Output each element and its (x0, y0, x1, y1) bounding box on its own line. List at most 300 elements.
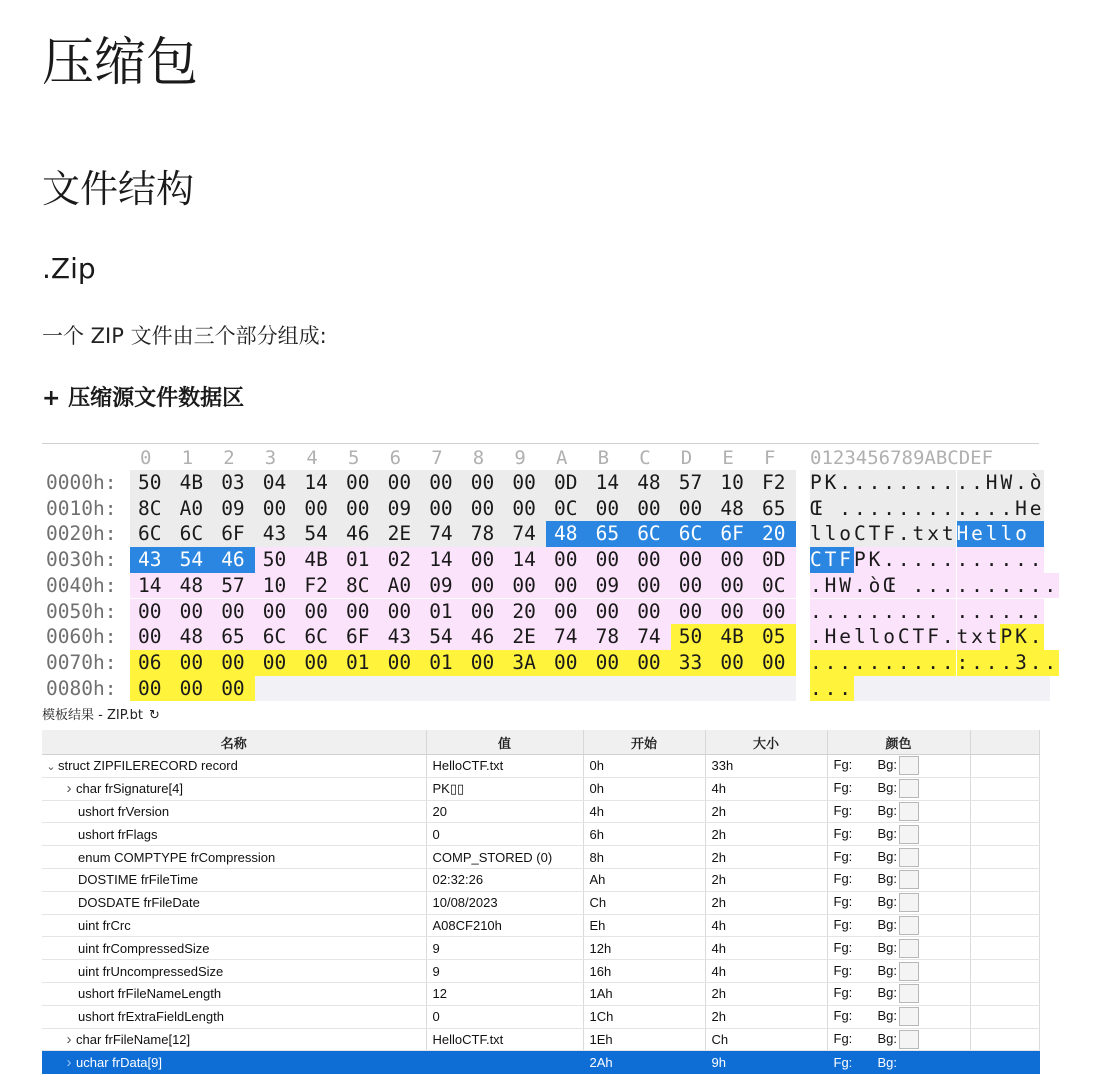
hex-ascii-char[interactable]: . (971, 573, 986, 599)
hex-byte[interactable]: 48 (712, 496, 754, 522)
hex-ascii-char[interactable]: Œ (810, 496, 825, 522)
hex-byte[interactable]: 00 (712, 650, 754, 676)
hex-ascii-char[interactable]: . (1000, 650, 1015, 676)
hex-ascii-char[interactable]: . (898, 599, 913, 625)
table-row[interactable] (42, 937, 1039, 960)
hex-byte[interactable]: 4B (172, 470, 214, 496)
hex-ascii-char[interactable]: . (883, 547, 898, 573)
table-row[interactable] (42, 800, 1039, 823)
hex-ascii-char[interactable]: . (913, 650, 928, 676)
hex-ascii-char[interactable]: . (898, 470, 913, 496)
hex-ascii-char[interactable]: H (1015, 496, 1030, 522)
hex-ascii-char[interactable]: . (927, 650, 942, 676)
hex-ascii-char[interactable] (898, 573, 913, 599)
hex-byte[interactable]: 00 (296, 599, 338, 625)
hex-ascii-char[interactable]: . (1015, 470, 1030, 496)
hex-byte[interactable]: 6F (213, 521, 255, 547)
hex-ascii-char[interactable]: x (971, 624, 986, 650)
row-color[interactable] (827, 960, 970, 983)
hex-ascii-char[interactable]: . (854, 599, 869, 625)
hex-ascii-char[interactable]: . (883, 650, 898, 676)
hex-ascii-char[interactable]: . (942, 496, 957, 522)
hex-byte[interactable]: 33 (671, 650, 713, 676)
hex-byte[interactable]: 00 (463, 470, 505, 496)
hex-ascii-char[interactable]: . (810, 573, 825, 599)
hex-ascii-char[interactable]: . (942, 624, 957, 650)
hex-byte[interactable]: 43 (255, 521, 297, 547)
hex-ascii-char[interactable]: ò (1030, 470, 1045, 496)
hex-ascii-char[interactable]: . (1030, 624, 1045, 650)
column-header-size[interactable]: 大小 (705, 730, 827, 755)
hex-byte[interactable]: 00 (172, 650, 214, 676)
template-results-table[interactable] (42, 730, 1040, 1074)
hex-byte[interactable]: 02 (380, 547, 422, 573)
hex-byte[interactable]: 10 (255, 573, 297, 599)
row-color[interactable] (827, 777, 970, 800)
hex-ascii-char[interactable]: . (971, 470, 986, 496)
hex-ascii-char[interactable]: . (971, 496, 986, 522)
hex-byte[interactable]: 00 (546, 599, 588, 625)
hex-byte[interactable]: 01 (338, 547, 380, 573)
hex-byte[interactable]: 2E (380, 521, 422, 547)
hex-ascii-char[interactable]: F (839, 547, 854, 573)
hex-ascii-char[interactable]: F (927, 624, 942, 650)
bg-color-swatch[interactable] (899, 779, 919, 798)
hex-byte[interactable]: 00 (172, 676, 214, 702)
hex-byte[interactable]: 00 (588, 599, 630, 625)
hex-byte[interactable]: 00 (671, 496, 713, 522)
hex-ascii-char[interactable]: . (957, 496, 972, 522)
hex-byte[interactable]: F2 (296, 573, 338, 599)
table-row[interactable] (42, 755, 1039, 778)
hex-ascii-char[interactable]: . (854, 496, 869, 522)
hex-byte[interactable]: 00 (546, 650, 588, 676)
hex-byte[interactable]: 6F (712, 521, 754, 547)
hex-byte[interactable]: 14 (504, 547, 546, 573)
hex-ascii-char[interactable]: l (810, 521, 825, 547)
hex-byte[interactable]: 0C (754, 573, 796, 599)
hex-ascii-char[interactable]: e (971, 521, 986, 547)
row-color[interactable] (827, 823, 970, 846)
hex-ascii-char[interactable]: l (869, 624, 884, 650)
bg-color-swatch[interactable] (899, 962, 919, 981)
hex-ascii-char[interactable]: . (971, 650, 986, 676)
table-row[interactable] (42, 777, 1039, 800)
hex-ascii-char[interactable]: . (971, 547, 986, 573)
hex-byte[interactable]: 65 (754, 496, 796, 522)
hex-byte[interactable]: 8C (338, 573, 380, 599)
hex-byte[interactable]: 48 (629, 470, 671, 496)
hex-ascii-char[interactable]: C (898, 624, 913, 650)
hex-byte[interactable]: 48 (172, 573, 214, 599)
hex-byte[interactable]: 00 (338, 496, 380, 522)
hex-byte[interactable]: 6F (338, 624, 380, 650)
hex-byte[interactable]: F2 (754, 470, 796, 496)
hex-ascii-char[interactable]: ò (869, 573, 884, 599)
hex-ascii-char[interactable]: . (913, 470, 928, 496)
hex-byte[interactable]: 00 (421, 470, 463, 496)
hex-byte[interactable]: 00 (380, 470, 422, 496)
hex-byte[interactable]: 04 (255, 470, 297, 496)
hex-byte[interactable]: 00 (463, 599, 505, 625)
hex-byte[interactable]: A0 (172, 496, 214, 522)
hex-byte[interactable]: 00 (255, 650, 297, 676)
hex-ascii-char[interactable]: . (1000, 496, 1015, 522)
hex-ascii-char[interactable]: . (1000, 573, 1015, 599)
table-row[interactable] (42, 891, 1039, 914)
chevron-right-icon[interactable]: › (66, 1030, 72, 1048)
hex-ascii-char[interactable]: . (883, 496, 898, 522)
hex-ascii-char[interactable]: . (883, 599, 898, 625)
hex-byte[interactable]: 00 (712, 599, 754, 625)
hex-ascii-char[interactable]: . (898, 547, 913, 573)
hex-byte[interactable]: 46 (338, 521, 380, 547)
hex-ascii-char[interactable]: . (1015, 599, 1030, 625)
hex-byte[interactable]: 01 (338, 650, 380, 676)
hex-ascii-char[interactable]: K (1015, 624, 1030, 650)
hex-ascii-char[interactable]: C (854, 521, 869, 547)
hex-ascii-char[interactable]: . (913, 599, 928, 625)
hex-byte[interactable]: 00 (463, 650, 505, 676)
hex-byte[interactable]: 00 (504, 496, 546, 522)
hex-ascii-char[interactable]: . (898, 650, 913, 676)
hex-byte[interactable]: 74 (504, 521, 546, 547)
hex-ascii-char[interactable] (825, 496, 840, 522)
hex-ascii-char[interactable]: Œ (883, 573, 898, 599)
hex-byte[interactable]: 57 (213, 573, 255, 599)
hex-byte[interactable]: 50 (671, 624, 713, 650)
hex-byte[interactable]: 50 (130, 470, 172, 496)
hex-ascii-char[interactable]: . (927, 470, 942, 496)
hex-ascii-char[interactable] (942, 599, 957, 625)
row-color[interactable] (827, 914, 970, 937)
table-row[interactable] (42, 1051, 1039, 1074)
hex-ascii-char[interactable]: l (825, 521, 840, 547)
hex-ascii-char[interactable]: . (1015, 547, 1030, 573)
hex-byte[interactable]: 00 (671, 599, 713, 625)
hex-byte[interactable]: 09 (588, 573, 630, 599)
hex-ascii-char[interactable]: l (986, 521, 1001, 547)
hex-byte[interactable]: 00 (172, 599, 214, 625)
hex-byte[interactable]: 00 (130, 676, 172, 702)
hex-byte[interactable]: 14 (130, 573, 172, 599)
hex-byte[interactable]: 46 (463, 624, 505, 650)
hex-ascii-char[interactable]: . (1000, 599, 1015, 625)
row-color[interactable] (827, 982, 970, 1005)
hex-byte[interactable]: 78 (588, 624, 630, 650)
hex-ascii-char[interactable]: T (913, 624, 928, 650)
column-header-color[interactable]: 颜色 (827, 730, 970, 755)
hex-ascii-char[interactable]: P (1000, 624, 1015, 650)
hex-byte[interactable]: 00 (629, 547, 671, 573)
hex-ascii-char[interactable]: . (839, 676, 854, 702)
hex-byte[interactable]: 00 (213, 676, 255, 702)
hex-ascii-char[interactable]: o (1015, 521, 1030, 547)
row-color[interactable] (827, 1005, 970, 1028)
hex-ascii-char[interactable]: . (825, 676, 840, 702)
hex-byte[interactable]: 6C (671, 521, 713, 547)
hex-ascii-char[interactable]: . (986, 650, 1001, 676)
hex-byte[interactable]: 01 (421, 650, 463, 676)
hex-byte[interactable]: 54 (421, 624, 463, 650)
hex-byte[interactable]: 09 (380, 496, 422, 522)
row-color[interactable] (827, 846, 970, 869)
hex-ascii-char[interactable]: . (927, 496, 942, 522)
hex-ascii-char[interactable]: . (869, 650, 884, 676)
hex-ascii-char[interactable]: . (942, 470, 957, 496)
hex-ascii-char[interactable]: . (986, 496, 1001, 522)
bg-color-swatch[interactable] (899, 1007, 919, 1026)
hex-ascii-char[interactable]: P (854, 547, 869, 573)
hex-ascii-char[interactable]: W (1000, 470, 1015, 496)
hex-ascii-char[interactable]: . (927, 599, 942, 625)
hex-byte[interactable]: 10 (712, 470, 754, 496)
hex-ascii-char[interactable]: K (869, 547, 884, 573)
hex-ascii-char[interactable]: T (825, 547, 840, 573)
hex-ascii-char[interactable]: . (1030, 650, 1045, 676)
hex-byte[interactable]: 6C (255, 624, 297, 650)
table-row[interactable] (42, 1028, 1039, 1051)
refresh-icon[interactable]: ↻ (149, 708, 160, 723)
hex-byte[interactable]: 00 (380, 599, 422, 625)
chevron-right-icon[interactable]: › (66, 1053, 72, 1071)
table-row[interactable] (42, 982, 1039, 1005)
hex-byte[interactable]: 3A (504, 650, 546, 676)
hex-byte[interactable]: 00 (255, 599, 297, 625)
hex-byte[interactable]: 65 (213, 624, 255, 650)
hex-byte[interactable]: 00 (504, 573, 546, 599)
hex-byte[interactable]: 54 (172, 547, 214, 573)
hex-byte[interactable]: 8C (130, 496, 172, 522)
hex-byte[interactable]: 00 (463, 496, 505, 522)
row-color[interactable] (827, 937, 970, 960)
hex-ascii-char[interactable]: t (942, 521, 957, 547)
hex-ascii-char[interactable]: . (825, 650, 840, 676)
table-row[interactable] (42, 823, 1039, 846)
bg-color-swatch[interactable] (899, 916, 919, 935)
hex-byte[interactable]: 2E (504, 624, 546, 650)
hex-byte[interactable]: 00 (588, 650, 630, 676)
hex-ascii-char[interactable]: . (1030, 547, 1045, 573)
row-color[interactable] (827, 755, 970, 778)
hex-ascii-char[interactable]: H (825, 573, 840, 599)
hex-byte[interactable]: 00 (213, 599, 255, 625)
hex-ascii-char[interactable]: . (869, 496, 884, 522)
hex-byte[interactable]: 00 (546, 573, 588, 599)
hex-ascii-char[interactable]: H (957, 521, 972, 547)
hex-ascii-char[interactable]: . (869, 470, 884, 496)
hex-byte[interactable]: 00 (754, 650, 796, 676)
hex-byte[interactable]: 74 (546, 624, 588, 650)
hex-byte[interactable]: 20 (504, 599, 546, 625)
chevron-down-icon[interactable]: ⌄ (46, 761, 56, 774)
hex-byte[interactable]: 00 (754, 599, 796, 625)
row-color[interactable] (827, 800, 970, 823)
hex-ascii-char[interactable]: . (1030, 599, 1045, 625)
hex-byte[interactable]: 74 (421, 521, 463, 547)
hex-ascii-char[interactable]: . (810, 650, 825, 676)
hex-ascii-char[interactable]: . (883, 470, 898, 496)
hex-byte[interactable]: 00 (463, 547, 505, 573)
hex-ascii-char[interactable]: . (810, 676, 825, 702)
hex-ascii-char[interactable]: l (854, 624, 869, 650)
hex-byte[interactable]: 57 (671, 470, 713, 496)
hex-ascii-char[interactable]: K (825, 470, 840, 496)
hex-byte[interactable]: 03 (213, 470, 255, 496)
table-row[interactable] (42, 1005, 1039, 1028)
hex-byte[interactable]: 54 (296, 521, 338, 547)
hex-ascii-char[interactable]: . (927, 573, 942, 599)
hex-byte[interactable]: 06 (130, 650, 172, 676)
table-row[interactable] (42, 846, 1039, 869)
hex-byte[interactable]: 00 (338, 470, 380, 496)
hex-byte[interactable]: 50 (255, 547, 297, 573)
hex-ascii-char[interactable]: . (825, 599, 840, 625)
hex-ascii-char[interactable]: . (986, 599, 1001, 625)
hex-byte[interactable]: 14 (296, 470, 338, 496)
hex-ascii-char[interactable]: . (898, 496, 913, 522)
hex-byte[interactable]: 20 (754, 521, 796, 547)
hex-byte[interactable]: 00 (296, 496, 338, 522)
hex-byte[interactable]: 4B (296, 547, 338, 573)
hex-byte[interactable]: 00 (588, 496, 630, 522)
hex-ascii-char[interactable]: . (1030, 573, 1045, 599)
hex-ascii-char[interactable]: . (839, 470, 854, 496)
hex-ascii-char[interactable]: . (810, 624, 825, 650)
hex-byte[interactable]: 74 (629, 624, 671, 650)
hex-byte[interactable]: 14 (421, 547, 463, 573)
hex-byte[interactable]: 00 (629, 650, 671, 676)
hex-byte[interactable]: 78 (463, 521, 505, 547)
hex-ascii-char[interactable]: . (957, 573, 972, 599)
hex-byte[interactable]: 00 (629, 496, 671, 522)
hex-ascii-char[interactable]: . (839, 599, 854, 625)
hex-byte[interactable]: 00 (380, 650, 422, 676)
hex-ascii-char[interactable]: . (913, 573, 928, 599)
column-header-name[interactable]: 名称 (42, 730, 426, 755)
hex-ascii-char[interactable]: . (942, 547, 957, 573)
hex-ascii-char[interactable]: : (957, 650, 972, 676)
hex-ascii-char[interactable]: e (839, 624, 854, 650)
hex-byte[interactable]: 00 (130, 599, 172, 625)
hex-byte[interactable]: 00 (629, 573, 671, 599)
hex-ascii-char[interactable]: l (1000, 521, 1015, 547)
bg-color-swatch[interactable] (899, 756, 919, 775)
row-color[interactable] (827, 868, 970, 891)
hex-byte[interactable]: A0 (380, 573, 422, 599)
hex-ascii-char[interactable]: . (854, 470, 869, 496)
hex-ascii-char[interactable]: . (839, 496, 854, 522)
hex-ascii-char[interactable]: . (898, 521, 913, 547)
bg-color-swatch[interactable] (899, 984, 919, 1003)
hex-ascii-char[interactable]: . (971, 599, 986, 625)
hex-ascii-char[interactable]: t (957, 624, 972, 650)
hex-ascii-char[interactable]: . (986, 547, 1001, 573)
hex-ascii-char[interactable]: C (810, 547, 825, 573)
hex-byte[interactable]: 0C (546, 496, 588, 522)
hex-ascii-char[interactable]: H (986, 470, 1001, 496)
hex-ascii-char[interactable]: t (986, 624, 1001, 650)
hex-byte[interactable]: 00 (213, 650, 255, 676)
hex-byte[interactable]: 43 (130, 547, 172, 573)
hex-byte[interactable]: 48 (546, 521, 588, 547)
hex-ascii-char[interactable]: . (986, 573, 1001, 599)
hex-ascii-char[interactable]: T (869, 521, 884, 547)
hex-ascii-char[interactable]: x (927, 521, 942, 547)
hex-ascii-char[interactable]: o (883, 624, 898, 650)
hex-byte[interactable]: 05 (754, 624, 796, 650)
hex-byte[interactable]: 00 (130, 624, 172, 650)
hex-ascii-char[interactable]: W (839, 573, 854, 599)
hex-ascii-char[interactable]: . (869, 599, 884, 625)
row-color[interactable] (827, 891, 970, 914)
hex-ascii-char[interactable]: . (810, 599, 825, 625)
hex-byte[interactable]: 0D (754, 547, 796, 573)
hex-ascii-char[interactable]: . (957, 547, 972, 573)
hex-byte[interactable]: 6C (296, 624, 338, 650)
hex-byte[interactable]: 01 (421, 599, 463, 625)
hex-ascii-char[interactable]: F (883, 521, 898, 547)
hex-byte[interactable]: 00 (504, 470, 546, 496)
hex-ascii-char[interactable]: . (942, 573, 957, 599)
hex-byte[interactable]: 00 (338, 599, 380, 625)
bg-color-swatch[interactable] (899, 1030, 919, 1049)
hex-byte[interactable]: 6C (172, 521, 214, 547)
hex-ascii-char[interactable]: P (810, 470, 825, 496)
row-color[interactable] (827, 1028, 970, 1051)
bg-color-swatch[interactable] (899, 848, 919, 867)
hex-byte[interactable]: 00 (712, 573, 754, 599)
hex-ascii-char[interactable]: . (913, 496, 928, 522)
hex-ascii-char[interactable]: . (942, 650, 957, 676)
row-color[interactable] (827, 1051, 970, 1074)
hex-ascii-char[interactable]: . (854, 573, 869, 599)
hex-ascii-char[interactable]: . (957, 470, 972, 496)
hex-ascii-char[interactable]: . (1000, 547, 1015, 573)
hex-byte[interactable]: 46 (213, 547, 255, 573)
hex-byte[interactable]: 09 (213, 496, 255, 522)
hex-byte[interactable]: 6C (130, 521, 172, 547)
hex-byte[interactable]: 00 (671, 547, 713, 573)
table-row[interactable] (42, 960, 1039, 983)
hex-ascii-char[interactable]: . (854, 650, 869, 676)
hex-byte[interactable]: 65 (588, 521, 630, 547)
hex-byte[interactable]: 00 (671, 573, 713, 599)
hex-ascii-char[interactable]: . (1044, 650, 1059, 676)
hex-byte[interactable]: 00 (463, 573, 505, 599)
hex-byte[interactable]: 00 (296, 650, 338, 676)
hex-ascii-char[interactable]: 3 (1015, 650, 1030, 676)
hex-byte[interactable]: 00 (712, 547, 754, 573)
bg-color-swatch[interactable] (899, 870, 919, 889)
hex-ascii-char[interactable]: . (839, 650, 854, 676)
hex-byte[interactable]: 00 (421, 496, 463, 522)
hex-ascii-char[interactable]: H (825, 624, 840, 650)
hex-byte[interactable]: 43 (380, 624, 422, 650)
hex-byte[interactable]: 00 (255, 496, 297, 522)
chevron-right-icon[interactable]: › (66, 780, 72, 798)
bg-color-swatch[interactable] (899, 825, 919, 844)
table-row[interactable] (42, 914, 1039, 937)
hex-ascii-char[interactable]: . (957, 599, 972, 625)
hex-byte[interactable]: 00 (629, 599, 671, 625)
column-header-value[interactable]: 值 (426, 730, 583, 755)
hex-byte[interactable]: 48 (172, 624, 214, 650)
hex-byte[interactable]: 00 (546, 547, 588, 573)
hex-ascii-char[interactable]: . (1015, 573, 1030, 599)
hex-ascii-char[interactable] (1030, 521, 1045, 547)
bg-color-swatch[interactable] (899, 939, 919, 958)
